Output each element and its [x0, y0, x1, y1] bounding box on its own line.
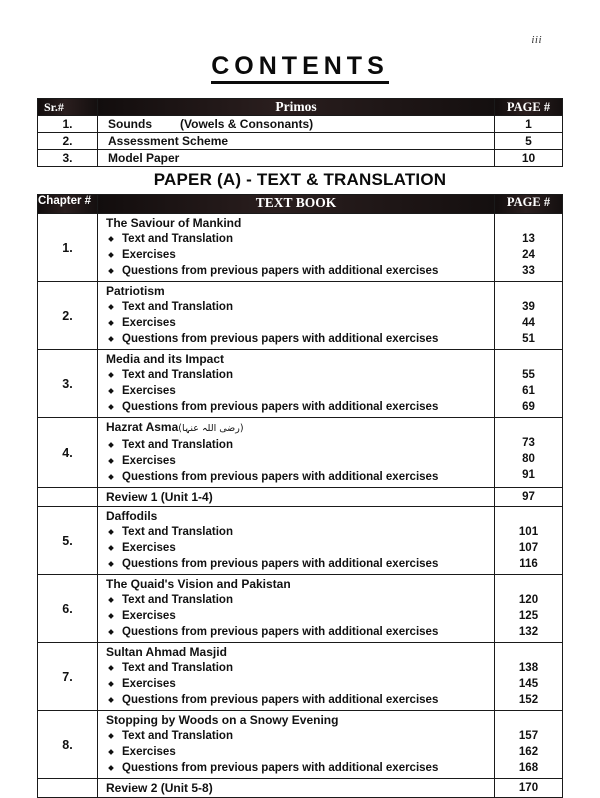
list-item[interactable]: Questions from previous papers with additional exercises	[106, 624, 494, 640]
chapter-title	[106, 283, 494, 299]
list-item[interactable]: Text and Translation	[106, 524, 494, 540]
chapter-page-numbers	[495, 507, 563, 575]
review-label: Review 2 (Unit 5-8)	[98, 779, 495, 798]
chapter-body	[98, 350, 495, 418]
chapter-row[interactable]	[38, 507, 563, 575]
chapter-number: 5.	[38, 507, 98, 575]
list-item[interactable]: Exercises	[106, 540, 494, 556]
chapter-row[interactable]	[38, 350, 563, 418]
chapter-row[interactable]	[38, 282, 563, 350]
header-text-book: TEXT BOOK	[98, 195, 495, 214]
chapter-number: 3.	[38, 350, 98, 418]
front-row-number: 1.	[38, 116, 98, 133]
chapter-item-list	[106, 728, 494, 776]
front-row-number: 3.	[38, 150, 98, 167]
chapter-item-list	[106, 592, 494, 640]
chapter-number: 6.	[38, 575, 98, 643]
list-item[interactable]: Questions from previous papers with additional exercises	[106, 469, 494, 485]
chapter-page-numbers	[495, 711, 563, 779]
page-number: 132	[518, 626, 539, 638]
chapter-title-text: The Quaid's Vision and Pakistan	[106, 577, 291, 591]
review-row[interactable]	[38, 779, 563, 798]
chapter-title-text: Hazrat Asma	[106, 420, 179, 434]
front-row-title: Model Paper	[98, 150, 495, 167]
review-chapter-cell	[38, 488, 98, 507]
chapter-body	[98, 711, 495, 779]
page-number: 138	[518, 662, 539, 674]
list-item[interactable]: Questions from previous papers with additional exercises	[106, 331, 494, 347]
page-title-text: CONTENTS	[211, 52, 389, 84]
list-item[interactable]: Exercises	[106, 453, 494, 469]
front-matter-table	[37, 98, 563, 167]
front-row-number: 2.	[38, 133, 98, 150]
list-item[interactable]: Text and Translation	[106, 299, 494, 315]
front-matter-header-row	[38, 99, 563, 116]
review-page: 170	[495, 779, 563, 798]
chapter-item-list	[106, 231, 494, 279]
chapter-number: 7.	[38, 643, 98, 711]
page-number: 69	[522, 401, 535, 413]
list-item[interactable]: Text and Translation	[106, 231, 494, 247]
page-number: 145	[518, 678, 539, 690]
chapter-title	[106, 351, 494, 367]
chapters-header-row	[38, 195, 563, 214]
review-row[interactable]	[38, 488, 563, 507]
chapter-title-text: Media and its Impact	[106, 352, 225, 366]
chapter-page-numbers	[495, 282, 563, 350]
chapter-page-numbers	[495, 214, 563, 282]
list-item[interactable]: Exercises	[106, 744, 494, 760]
chapter-number: 8.	[38, 711, 98, 779]
page-title	[0, 0, 600, 81]
chapter-page-numbers	[495, 350, 563, 418]
list-item[interactable]: Questions from previous papers with additional exercises	[106, 263, 494, 279]
list-item[interactable]: Questions from previous papers with additional exercises	[106, 760, 494, 776]
page-number: 168	[518, 762, 539, 774]
chapter-body	[98, 418, 495, 488]
page-number: 152	[518, 694, 539, 706]
header-page-number: PAGE #	[495, 99, 563, 116]
chapter-row[interactable]	[38, 711, 563, 779]
chapter-title	[106, 712, 494, 728]
chapter-row[interactable]	[38, 575, 563, 643]
page-number: 13	[522, 233, 535, 245]
chapter-title-text: Stopping by Woods on a Snowy Evening	[106, 713, 339, 727]
review-page: 97	[495, 488, 563, 507]
header-primos: Primos	[98, 99, 495, 116]
page-number: 120	[518, 594, 539, 606]
chapter-title	[106, 644, 494, 660]
chapter-title	[106, 508, 494, 524]
list-item[interactable]: Exercises	[106, 676, 494, 692]
chapter-item-list	[106, 367, 494, 415]
page-number: 24	[522, 249, 535, 261]
chapter-number: 1.	[38, 214, 98, 282]
chapters-table	[37, 194, 563, 798]
chapter-body	[98, 282, 495, 350]
list-item[interactable]: Text and Translation	[106, 660, 494, 676]
list-item[interactable]: Text and Translation	[106, 728, 494, 744]
list-item[interactable]: Exercises	[106, 608, 494, 624]
page-number: 162	[518, 746, 539, 758]
list-item[interactable]: Questions from previous papers with additional exercises	[106, 556, 494, 572]
page-number: 91	[522, 469, 535, 481]
contents-sheet	[37, 98, 563, 798]
list-item[interactable]: Text and Translation	[106, 592, 494, 608]
front-row-page: 10	[495, 150, 563, 167]
page-number: 39	[522, 301, 535, 313]
chapter-body	[98, 575, 495, 643]
table-row[interactable]	[38, 133, 563, 150]
page-number: 101	[518, 526, 539, 538]
list-item[interactable]: Questions from previous papers with additional exercises	[106, 399, 494, 415]
chapter-item-list	[106, 437, 494, 485]
chapter-title	[106, 419, 494, 437]
page-number: 125	[518, 610, 539, 622]
chapter-title-arabic: (رضی اللہ عنہا)	[178, 423, 247, 434]
list-item[interactable]: Exercises	[106, 383, 494, 399]
header-sr-number: Sr.#	[38, 99, 98, 116]
list-item[interactable]: Questions from previous papers with additional exercises	[106, 692, 494, 708]
page-number: 55	[522, 369, 535, 381]
chapter-page-numbers	[495, 418, 563, 488]
page-number: 73	[522, 437, 535, 449]
page-number: 44	[522, 317, 535, 329]
page-number: 107	[518, 542, 539, 554]
table-row[interactable]	[38, 150, 563, 167]
page-number: 157	[518, 730, 539, 742]
front-row-title-extra: (Vowels & Consonants)	[180, 117, 314, 131]
front-row-page: 1	[495, 116, 563, 133]
chapter-page-numbers	[495, 643, 563, 711]
list-item[interactable]: Exercises	[106, 247, 494, 263]
list-item[interactable]: Text and Translation	[106, 367, 494, 383]
chapter-title-text: Sultan Ahmad Masjid	[106, 645, 227, 659]
front-row-title: Assessment Scheme	[98, 133, 495, 150]
chapter-body	[98, 214, 495, 282]
review-chapter-cell	[38, 779, 98, 798]
chapter-item-list	[106, 524, 494, 572]
list-item[interactable]: Exercises	[106, 315, 494, 331]
chapter-title	[106, 215, 494, 231]
chapter-body	[98, 643, 495, 711]
header-chapter-number: Chapter #	[38, 195, 98, 214]
front-row-page: 5	[495, 133, 563, 150]
chapter-row[interactable]	[38, 418, 563, 488]
chapter-title-text: The Saviour of Mankind	[106, 216, 242, 230]
chapter-title	[106, 576, 494, 592]
chapter-row[interactable]	[38, 643, 563, 711]
chapter-row[interactable]	[38, 214, 563, 282]
table-row[interactable]	[38, 116, 563, 133]
page-number: 116	[519, 558, 538, 570]
page-number: 61	[522, 385, 535, 397]
paper-section-heading: PAPER (A) - TEXT & TRANSLATION	[153, 170, 447, 189]
front-row-title-main: Sounds	[108, 117, 152, 131]
page-folio: iii	[531, 34, 542, 46]
chapter-number: 2.	[38, 282, 98, 350]
page-number: 51	[522, 333, 535, 345]
chapter-page-numbers	[495, 575, 563, 643]
page-number: 80	[522, 453, 535, 465]
chapter-title-text: Daffodils	[106, 509, 158, 523]
chapter-title-text: Patriotism	[106, 284, 165, 298]
chapter-item-list	[106, 660, 494, 708]
front-row-title	[98, 116, 495, 133]
page-number: 33	[522, 265, 535, 277]
chapter-number: 4.	[38, 418, 98, 488]
review-label: Review 1 (Unit 1-4)	[98, 488, 495, 507]
list-item[interactable]: Text and Translation	[106, 437, 494, 453]
header-page-number: PAGE #	[495, 195, 563, 214]
chapter-body	[98, 507, 495, 575]
chapter-item-list	[106, 299, 494, 347]
